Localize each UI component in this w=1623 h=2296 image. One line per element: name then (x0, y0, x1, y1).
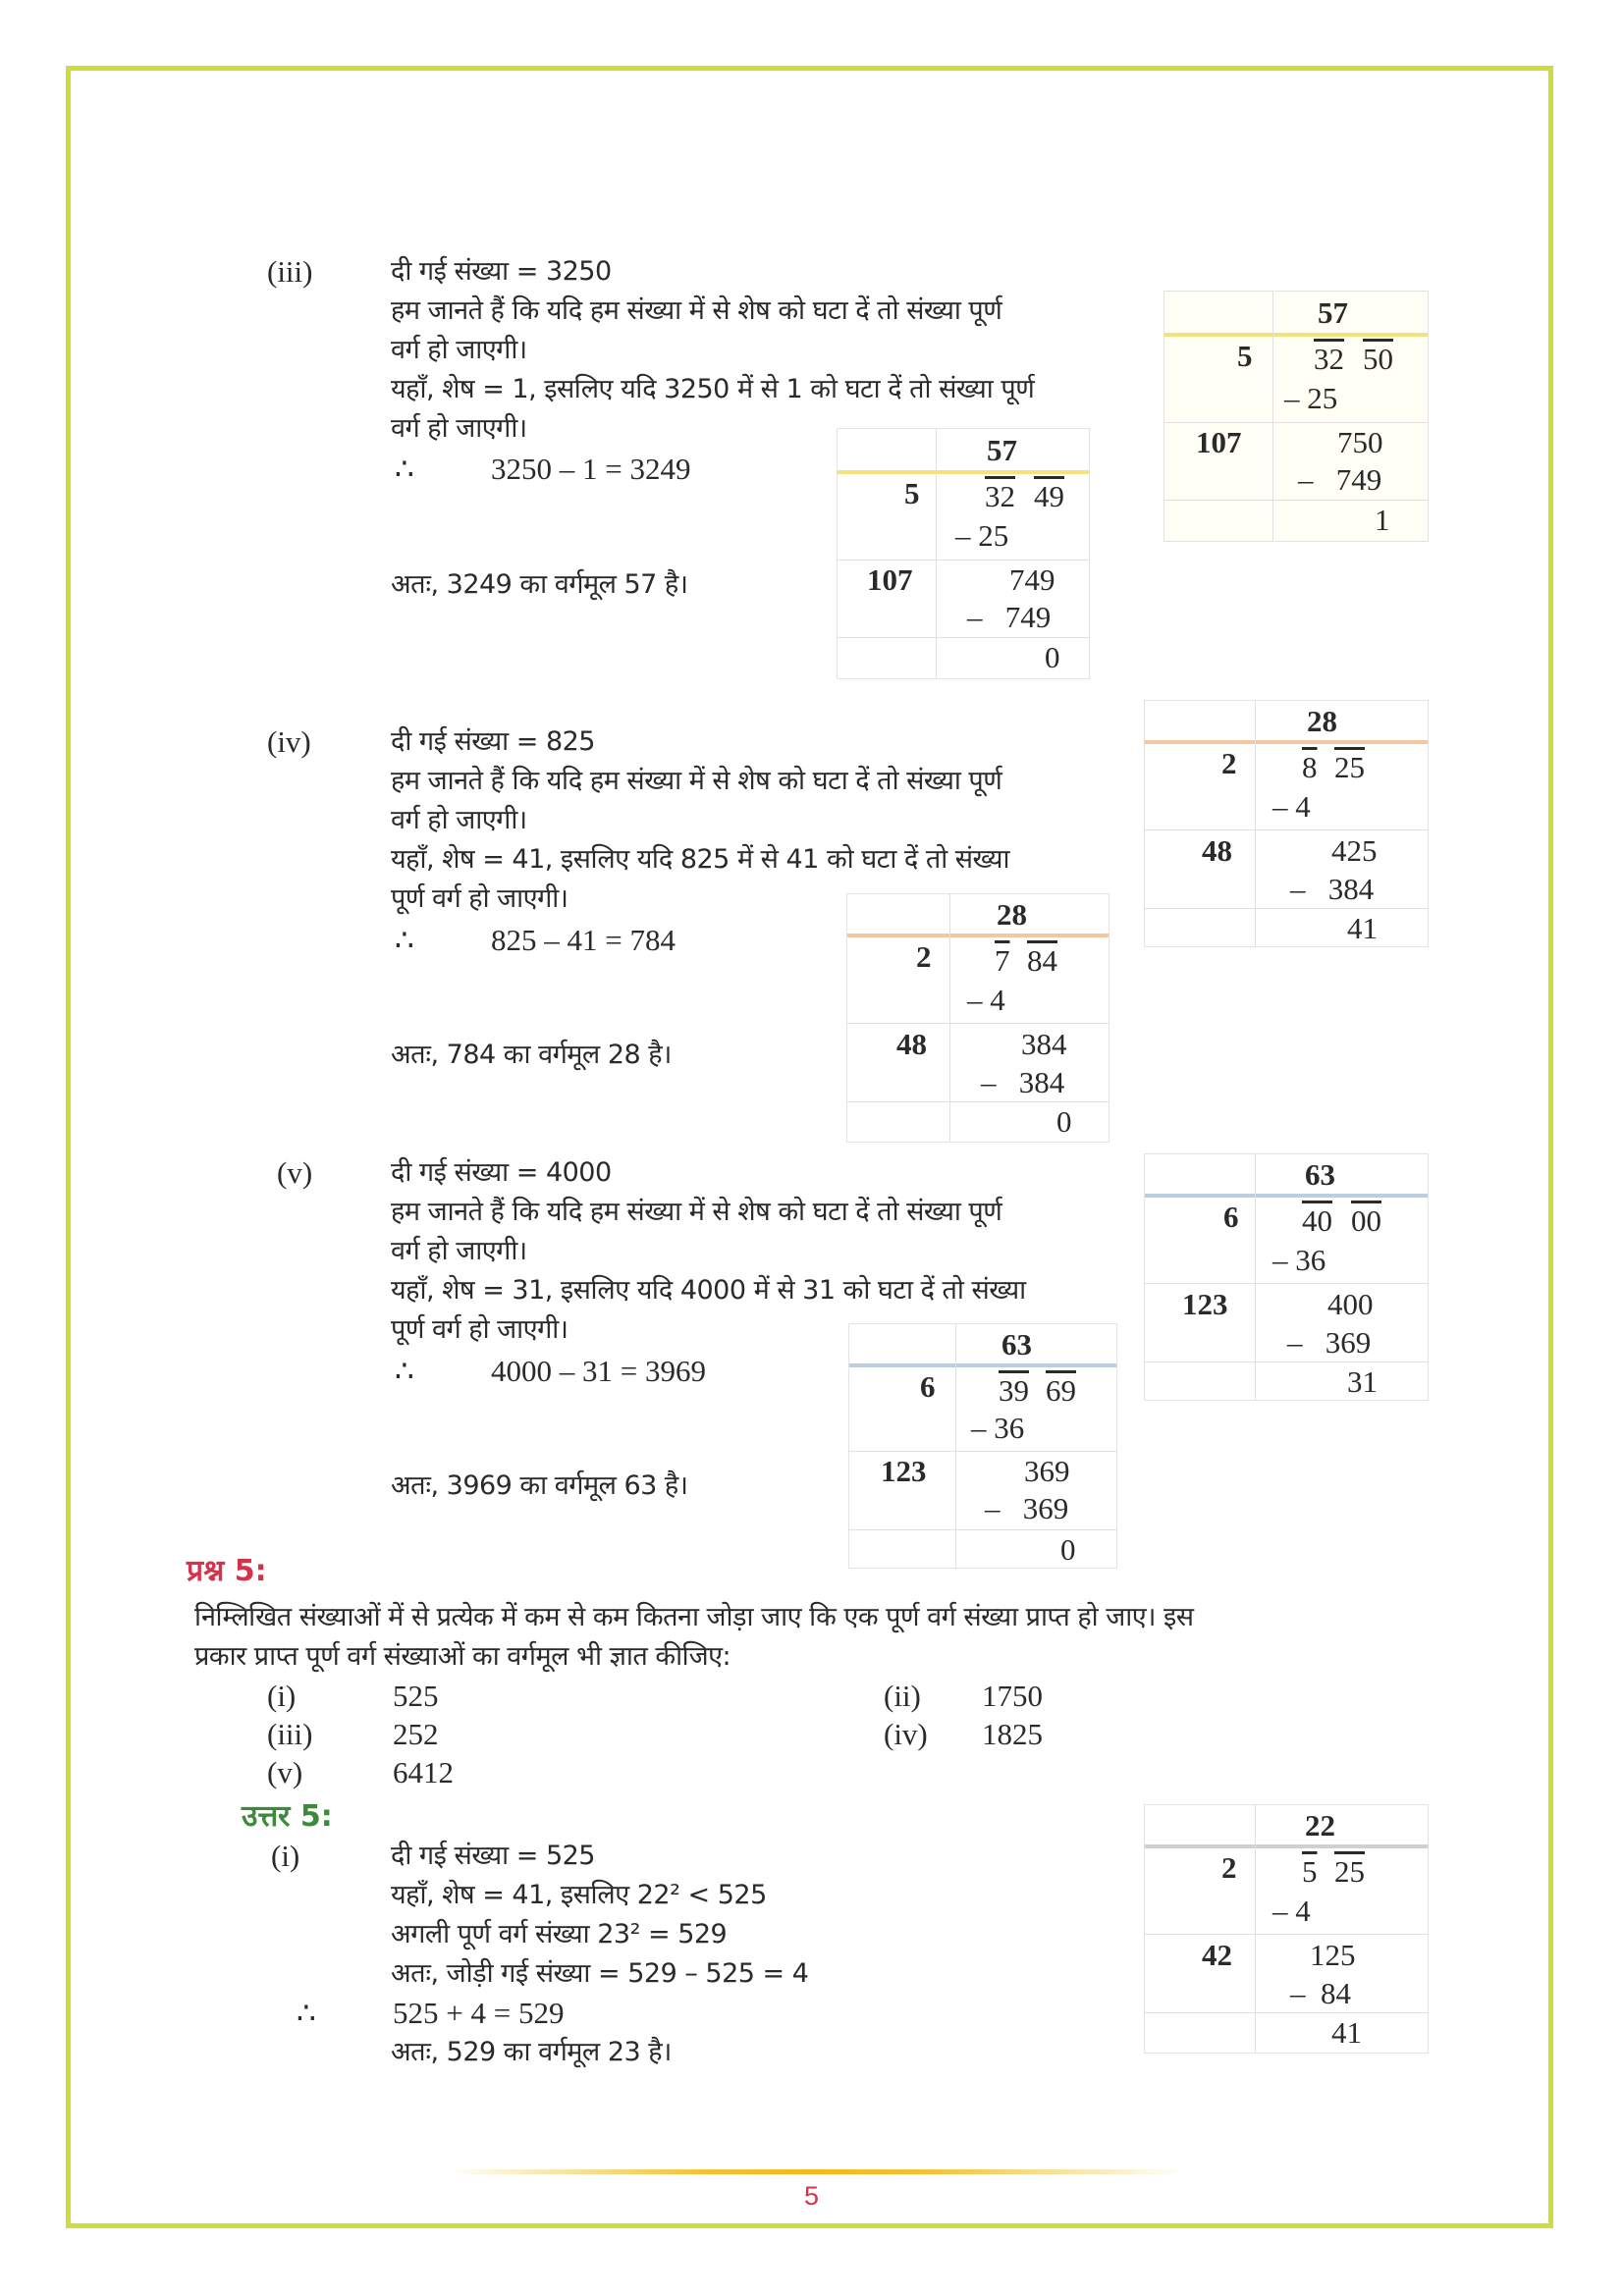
therefore-symbol: ∴ (395, 1354, 414, 1388)
text-line: यहाँ, शेष = 31, इसलिए यदि 4000 में से 31 को घटा दें तो संख्या (391, 1275, 1026, 1306)
remainder: 0 (1060, 1532, 1076, 1567)
row-divider (1145, 1934, 1428, 1935)
subtraction: – 749 (967, 600, 1052, 634)
subtraction: – 84 (1290, 1976, 1351, 2010)
remainder: 41 (1331, 2015, 1362, 2050)
divisor: 123 (881, 1454, 927, 1488)
division-table-given (1144, 700, 1429, 947)
divisor: 2 (1221, 1850, 1237, 1885)
digit-pair: 5 (1302, 1854, 1318, 1889)
conclusion: अतः, 3249 का वर्गमूल 57 है। (391, 569, 688, 600)
conclusion: अतः, 3969 का वर्गमूल 63 है। (391, 1470, 688, 1501)
divisor: 123 (1182, 1287, 1228, 1321)
text-line: दी गई संख्या = 4000 (391, 1157, 612, 1188)
divisor: 107 (1196, 425, 1242, 459)
text-line: हम जानते हैं कि यदि हम संख्या में से शेष को घटा दें तो संख्या पूर्ण (391, 1197, 1002, 1227)
part-label: (i) (271, 1839, 300, 1873)
digit-pair: 32 (985, 479, 1015, 513)
header-separator (1145, 1194, 1428, 1198)
division-table-result (846, 893, 1109, 1143)
header-separator (1145, 740, 1428, 744)
remainder: 0 (1045, 640, 1060, 674)
item-value: 1825 (982, 1717, 1043, 1751)
part-label: (iii) (267, 254, 313, 289)
digit-pair: 32 (1314, 342, 1344, 376)
partial-dividend: 425 (1331, 833, 1378, 868)
row-divider (1145, 1283, 1428, 1284)
divisor: 5 (904, 476, 920, 510)
division-table-given (1163, 291, 1429, 542)
division-table-given (1144, 1153, 1429, 1401)
item-value: 6412 (393, 1755, 454, 1789)
equation: 825 – 41 = 784 (491, 923, 676, 957)
partial-dividend: 750 (1337, 425, 1383, 459)
partial-dividend: 369 (1024, 1454, 1070, 1488)
partial-dividend: 384 (1021, 1027, 1067, 1061)
text-line: पूर्ण वर्ग हो जाएगी। (391, 1314, 568, 1345)
partial-dividend: 400 (1327, 1287, 1374, 1321)
subtraction: – 4 (1272, 1894, 1311, 1928)
subtraction: – 4 (967, 983, 1005, 1017)
subtraction: – 369 (985, 1491, 1069, 1525)
row-divider (1145, 908, 1428, 909)
division-table-result (848, 1323, 1117, 1569)
digit-pair: 84 (1027, 943, 1057, 978)
item-label: (ii) (884, 1679, 921, 1713)
divisor: 6 (920, 1369, 936, 1404)
text-line: दी गई संख्या = 3250 (391, 256, 612, 287)
text-line: यहाँ, शेष = 41, इसलिए 22² < 525 (391, 1880, 767, 1910)
digit-pair: 8 (1302, 750, 1318, 784)
item-value: 252 (393, 1717, 439, 1751)
column-divider (1272, 292, 1273, 541)
header-separator (838, 470, 1089, 474)
digit-pair: 00 (1351, 1203, 1381, 1238)
divisor: 48 (896, 1027, 927, 1061)
item-value: 525 (393, 1679, 439, 1713)
text-line: पूर्ण वर्ग हो जाएगी। (391, 883, 568, 914)
subtraction: – 749 (1298, 462, 1382, 497)
equation: 3250 – 1 = 3249 (491, 452, 691, 486)
remainder: 41 (1347, 911, 1378, 945)
text-line: वर्ग हो जाएगी। (391, 805, 527, 835)
divisor: 48 (1202, 833, 1232, 868)
divisor: 107 (867, 562, 913, 597)
subtraction: – 4 (1272, 789, 1311, 824)
subtraction: – 384 (1290, 872, 1375, 906)
quotient: 63 (1001, 1327, 1032, 1362)
footer-divider (447, 2169, 1183, 2174)
conclusion: अतः, 784 का वर्गमूल 28 है। (391, 1040, 672, 1070)
subtraction: – 25 (955, 518, 1009, 553)
column-divider (1255, 1805, 1256, 2053)
row-divider (1145, 2012, 1428, 2013)
header-separator (847, 934, 1109, 937)
subtraction: – 25 (1284, 381, 1338, 415)
text-line: हम जानते हैं कि यदि हम संख्या में से शेष को घटा दें तो संख्या पूर्ण (391, 766, 1002, 796)
item-label: (iv) (884, 1717, 928, 1751)
quotient: 57 (987, 433, 1017, 467)
question-text: प्रकार प्राप्त पूर्ण वर्ग संख्याओं का वर्गमूल भी ज्ञात कीजिए: (194, 1641, 731, 1672)
header-separator (1164, 333, 1428, 337)
column-divider (1255, 1154, 1256, 1400)
partial-dividend: 749 (1009, 562, 1055, 597)
text-line: वर्ग हो जाएगी। (391, 335, 527, 365)
divisor: 2 (916, 939, 932, 974)
column-divider (949, 894, 950, 1142)
row-divider (847, 1023, 1109, 1024)
remainder: 0 (1056, 1104, 1072, 1139)
equation: 4000 – 31 = 3969 (491, 1354, 706, 1388)
quotient: 22 (1305, 1808, 1335, 1842)
conclusion: अतः, 529 का वर्गमूल 23 है। (391, 2037, 672, 2067)
text-line: अतः, जोड़ी गई संख्या = 529 – 525 = 4 (391, 1958, 809, 1989)
item-label: (iii) (267, 1717, 313, 1751)
item-value: 1750 (982, 1679, 1043, 1713)
quotient: 57 (1318, 295, 1348, 330)
item-label: (i) (267, 1679, 297, 1713)
row-divider (1145, 829, 1428, 830)
column-divider (1255, 701, 1256, 946)
text-line: यहाँ, शेष = 1, इसलिए यदि 3250 में से 1 को घटा दें तो संख्या पूर्ण (391, 374, 1035, 404)
part-label: (iv) (267, 724, 311, 759)
subtraction: – 369 (1287, 1325, 1372, 1360)
therefore-symbol: ∴ (395, 923, 414, 957)
digit-pair: 50 (1363, 342, 1393, 376)
answer-heading: उत्तर 5: (242, 1799, 333, 1834)
digit-pair: 39 (999, 1373, 1029, 1408)
subtraction: – 384 (981, 1065, 1065, 1099)
header-separator (1145, 1844, 1428, 1848)
digit-pair: 25 (1334, 1854, 1365, 1889)
text-line: वर्ग हो जाएगी। (391, 413, 527, 444)
equation: 525 + 4 = 529 (393, 1996, 565, 2030)
text-line: दी गई संख्या = 825 (391, 726, 595, 757)
column-divider (936, 429, 937, 678)
question-text: निम्लिखित संख्याओं में से प्रत्येक में कम से कम कितना जोड़ा जाए कि एक पूर्ण वर्ग संख्या प्राप्त हो जाए। इस (194, 1602, 1194, 1632)
text-line: दी गई संख्या = 525 (391, 1841, 595, 1871)
quotient: 28 (997, 897, 1027, 932)
row-divider (849, 1529, 1116, 1530)
page-number: 5 (803, 2181, 820, 2211)
therefore-symbol: ∴ (297, 1996, 316, 2030)
remainder: 31 (1347, 1364, 1378, 1399)
item-label: (v) (267, 1755, 303, 1789)
quotient: 28 (1307, 704, 1337, 738)
text-line: वर्ग हो जाएगी। (391, 1236, 527, 1266)
text-line: यहाँ, शेष = 41, इसलिए यदि 825 में से 41 को घटा दें तो संख्या (391, 844, 1009, 875)
partial-dividend: 125 (1310, 1938, 1356, 1972)
subtraction: – 36 (971, 1411, 1025, 1445)
part-label: (v) (277, 1155, 313, 1190)
header-separator (849, 1363, 1116, 1367)
digit-pair: 40 (1302, 1203, 1332, 1238)
text-line: हम जानते हैं कि यदि हम संख्या में से शेष को घटा दें तो संख्या पूर्ण (391, 295, 1002, 326)
digit-pair: 49 (1034, 479, 1064, 513)
therefore-symbol: ∴ (395, 452, 414, 486)
division-table (1144, 1804, 1429, 2054)
digit-pair: 7 (995, 943, 1010, 978)
remainder: 1 (1375, 503, 1390, 537)
digit-pair: 25 (1334, 750, 1365, 784)
divisor: 5 (1237, 339, 1253, 373)
quotient: 63 (1305, 1157, 1335, 1192)
divisor: 6 (1223, 1200, 1239, 1234)
divisor: 2 (1221, 746, 1237, 780)
digit-pair: 69 (1046, 1373, 1076, 1408)
divisor: 42 (1202, 1938, 1232, 1972)
subtraction: – 36 (1272, 1243, 1326, 1277)
text-line: अगली पूर्ण वर्ग संख्या 23² = 529 (391, 1919, 728, 1949)
division-table-result (837, 428, 1090, 679)
question-heading: प्रश्न 5: (187, 1554, 267, 1588)
column-divider (955, 1324, 956, 1568)
